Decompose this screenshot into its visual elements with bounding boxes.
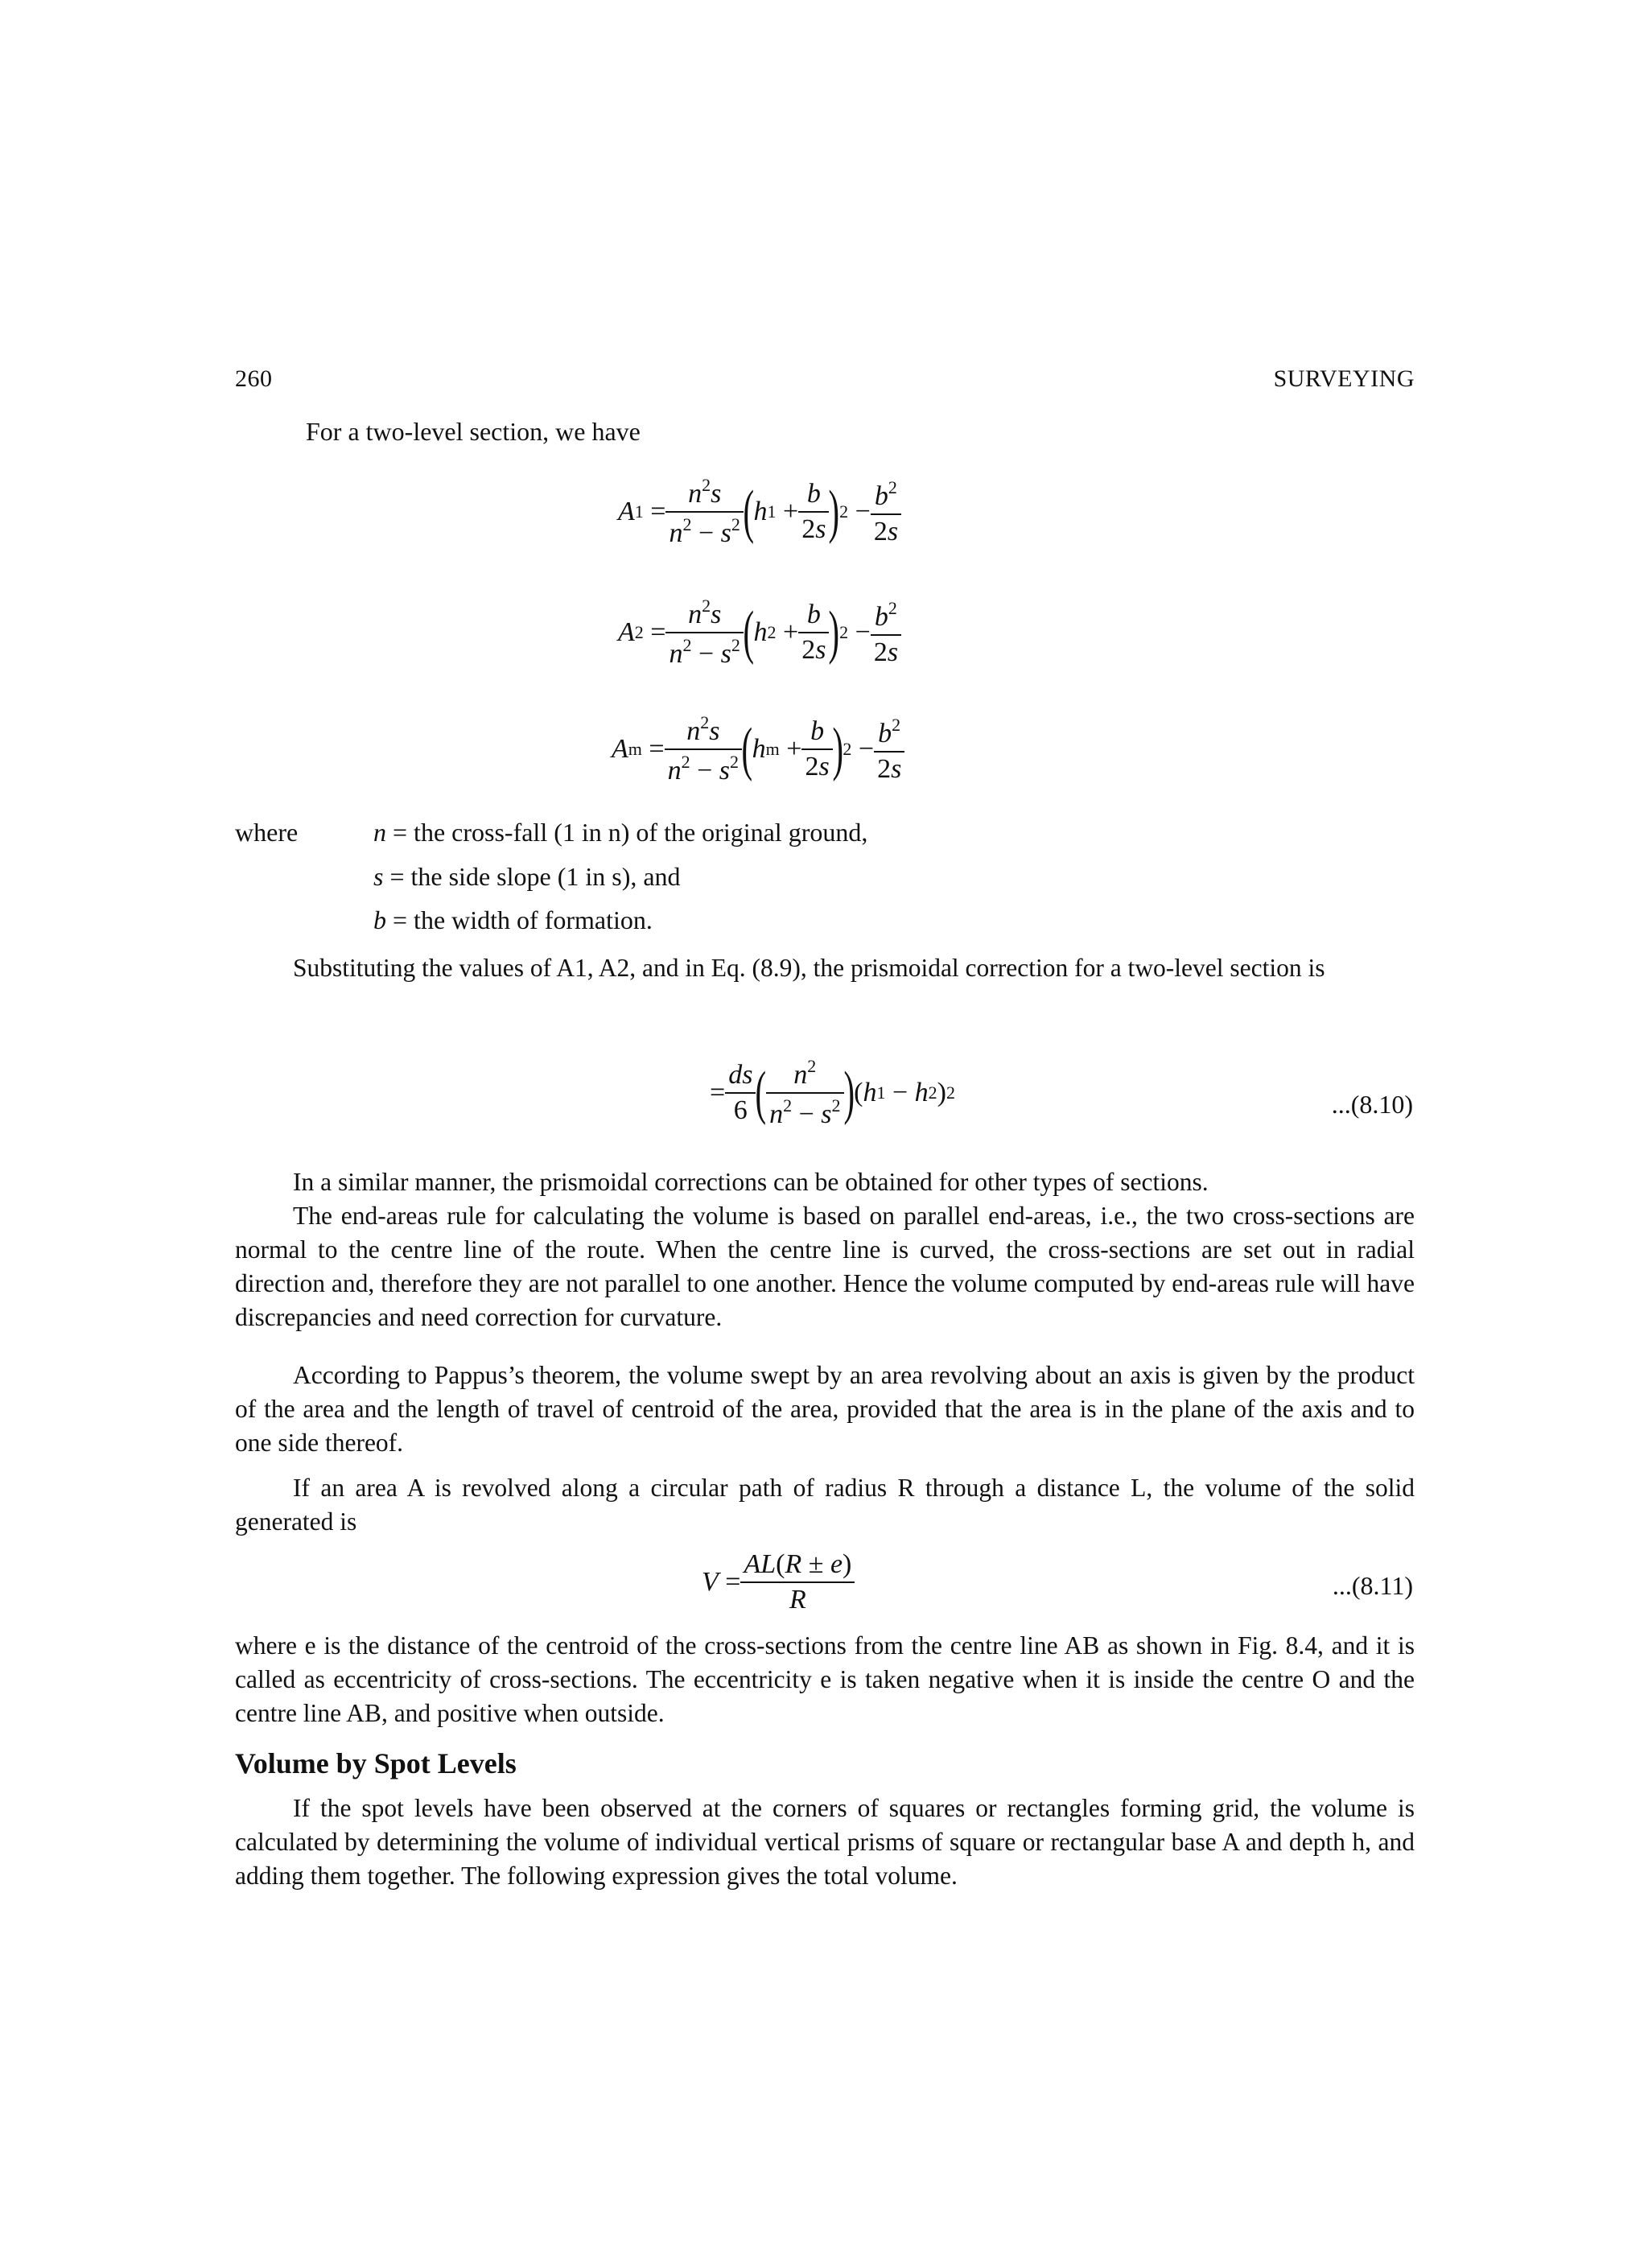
definition-text: = the width of formation. — [386, 905, 653, 934]
definition-symbol: s — [373, 862, 384, 891]
running-title: SURVEYING — [1273, 365, 1415, 392]
definition-n — [373, 818, 867, 847]
section-heading: Volume by Spot Levels — [235, 1747, 517, 1779]
paragraph-eccentricity: where e is the distance of the centroid of the cross-sections from the centre line AB as shown in Fig. 8.4, and it is called as eccentricity of cross-sections. The eccentricity e is taken negative when it is inside the centre O and the centre line AB, and positive when outside. — [235, 1631, 1415, 1727]
definition-text: = the cross-fall (1 in n) of the original ground, — [386, 818, 868, 847]
definition-s — [373, 862, 681, 892]
definition-symbol: b — [373, 905, 386, 934]
definition-symbol: n — [373, 818, 386, 847]
paragraph-pappus: According to Pappus’s theorem, the volume swept by an area revolving about an axis is given by the product of the area and the length of travel of centroid of the area, provided that the area is in the plane of the axis and to one side thereof. — [235, 1361, 1415, 1457]
substituting-paragraph: Substituting the values of A1, A2, and in Eq. (8.9), the prismoidal correction for a two-level section is — [293, 954, 1325, 982]
paragraph-end-areas: The end-areas rule for calculating the volume is based on parallel end-areas, i.e., the two cross-sections are normal to the centre line of the route. When the centre line is curved, the cross-sections are set out in radial direction and, therefore they are not parallel to one another. Hence the volume computed by end-areas rule will have discrepancies and need correction for curvature. — [235, 1202, 1415, 1331]
definition-b — [373, 905, 653, 935]
equation-8-10: = $\frac{ds}{6}$ ( $\frac{n^2}{n^2 - s^2}$ ) ( h 1 − h 2 ) 2 — [710, 1056, 955, 1129]
intro-text: For a two-level section, we have — [306, 417, 641, 446]
page-number: 260 — [235, 365, 273, 392]
where-label: where — [235, 818, 299, 847]
equation-a1: A 1 = $\frac{n^2s}{n^2 - s^2}$ ( h 1 + $\frac{b}{2s}$ ) 2 − $\frac{b^2}{2s}$ — [618, 475, 901, 549]
equation-number-8-10: ...(8.10) — [1331, 1090, 1413, 1119]
paragraph-spot-levels: If the spot levels have been observed at the corners of squares or rectangles forming grid, the volume is calculated by determining the volume of individual vertical prisms of square or rectangular base A and depth h, and adding them together. The following expression gives the total volume. — [235, 1794, 1415, 1890]
equation-am: A m = $\frac{n^2s}{n^2 - s^2}$ ( h m + $\frac{b}{2s}$ ) 2 − $\frac{b^2}{2s}$ — [612, 712, 904, 786]
paragraph-prismoidal: In a similar manner, the prismoidal corrections can be obtained for other types of sections. — [293, 1168, 1209, 1196]
equation-a2: A 2 = $\frac{n^2s}{n^2 - s^2}$ ( h 2 + $\frac{b}{2s}$ ) 2 − $\frac{b^2}{2s}$ — [618, 596, 901, 670]
paragraph-area-revolved: If an area A is revolved along a circular path of radius R through a distance L, the volume of the solid generated is — [235, 1474, 1415, 1536]
definition-text: = the side slope (1 in s), and — [383, 862, 681, 891]
equation-8-11: V = $\frac{AL(R \pm e)}{R}$ — [702, 1549, 855, 1615]
equation-number-8-11: ...(8.11) — [1332, 1571, 1413, 1600]
